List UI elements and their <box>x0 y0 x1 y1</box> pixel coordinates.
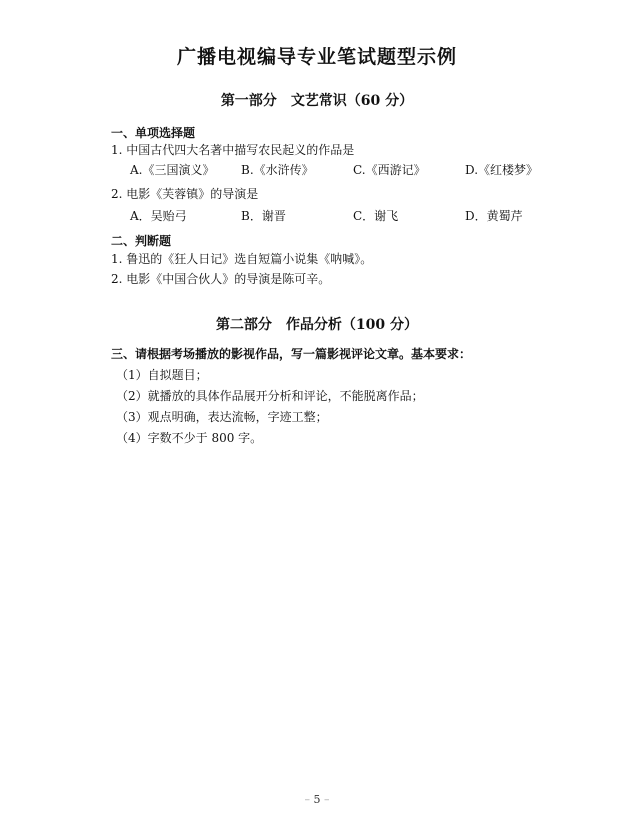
part-two-name: 作品分析（100 分） <box>285 317 419 333</box>
document-title: 广播电视编导专业笔试题型示例 <box>176 46 457 68</box>
requirement-4: （4）字数不少于 800 字。 <box>116 431 263 445</box>
question-1-option-d: D.《红楼梦》 <box>465 163 539 177</box>
page-footer <box>0 793 634 806</box>
question-2-option-a: A．吴贻弓 <box>130 209 187 223</box>
section-one-heading: 一、单项选择题 <box>111 126 196 140</box>
question-2-option-c: C．谢飞 <box>353 209 399 223</box>
part-two-heading <box>0 314 634 334</box>
requirement-3: （3）观点明确，表达流畅，字迹工整； <box>116 410 328 424</box>
judgment-item-2: 2. 电影《中国合伙人》的导演是陈可辛。 <box>111 272 331 286</box>
question-1-text: 1. 中国古代四大名著中描写农民起义的作品是 <box>111 143 355 157</box>
part-one-heading <box>0 90 634 110</box>
question-2-options <box>130 207 560 223</box>
question-2-text: 2. 电影《芙蓉镇》的导演是 <box>111 187 259 201</box>
part-one-name: 文艺常识（60 分） <box>290 93 414 109</box>
question-1-option-b: B.《水浒传》 <box>241 163 314 177</box>
footer-dash-right: – <box>324 793 330 806</box>
section-two-heading: 二、判断题 <box>111 234 172 248</box>
footer-dash-left: – <box>304 793 310 806</box>
judgment-item-1: 1. 鲁迅的《狂人日记》选自短篇小说集《呐喊》。 <box>111 252 373 266</box>
question-1-option-a: A.《三国演义》 <box>130 163 215 177</box>
question-1-option-c: C.《西游记》 <box>353 163 426 177</box>
page-number: 5 <box>313 793 321 806</box>
question-2-option-d: D．黄蜀芹 <box>465 209 523 223</box>
section-three-heading: 三、请根据考场播放的影视作品，写一篇影视评论文章。基本要求： <box>111 347 472 361</box>
question-2-option-b: B．谢晋 <box>241 209 286 223</box>
requirement-2: （2）就播放的具体作品展开分析和评论，不能脱离作品； <box>116 389 424 403</box>
question-1-options <box>130 161 560 177</box>
part-two-label: 第二部分 <box>215 317 272 333</box>
part-one-label: 第一部分 <box>220 93 277 109</box>
requirement-1: （1）自拟题目； <box>116 368 208 382</box>
